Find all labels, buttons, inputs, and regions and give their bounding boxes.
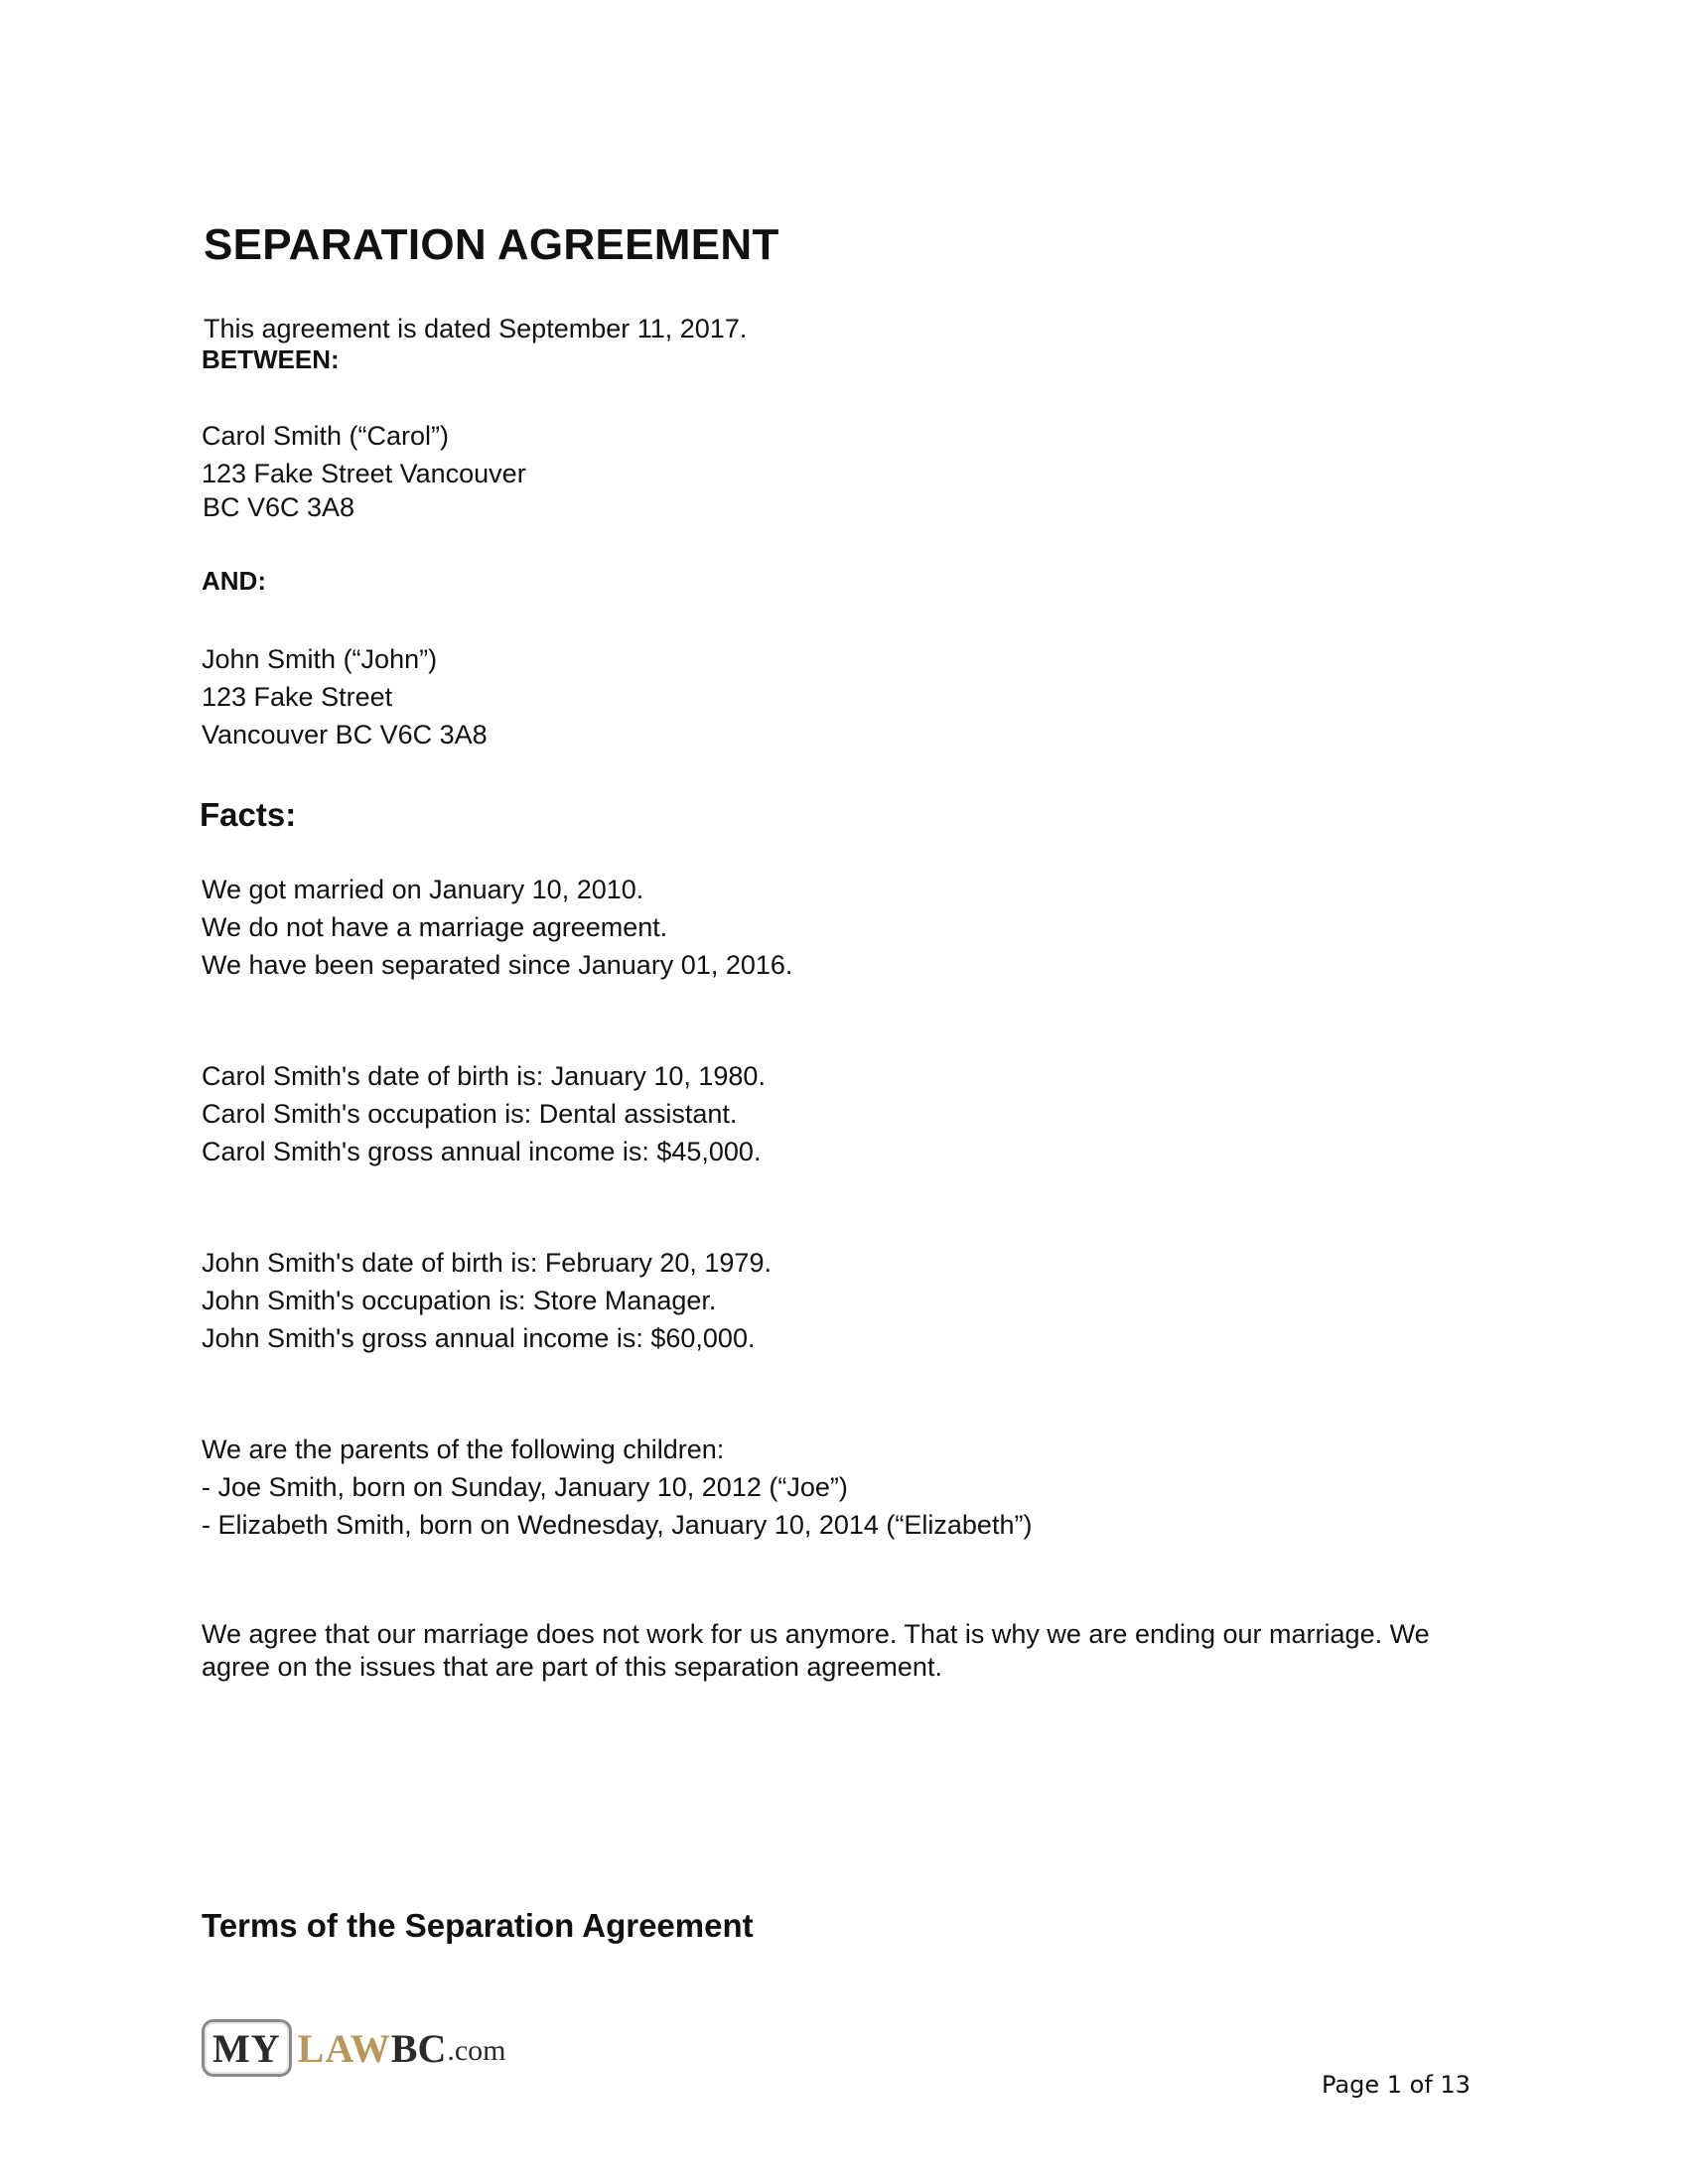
terms-heading: Terms of the Separation Agreement [202,1907,754,1944]
agreement-paragraph: We agree that our marriage does not work for us anymore. That is why we are ending our marriage. We agree on the issues that are part of this separation agreement. [202,1619,1430,1682]
children-list [202,1431,1032,1544]
carol-occupation: Carol Smith's occupation is: Dental assistant. [202,1099,738,1129]
logo-bc: BC [390,2025,447,2071]
fact-line: We got married on January 10, 2010. [202,875,644,904]
fact-line: We do not have a marriage agreement. [202,912,668,942]
party1-block [202,417,526,492]
carol-income: Carol Smith's gross annual income is: $45,000. [202,1137,762,1166]
party2-name: John Smith (“John”) [202,644,438,674]
children-intro: We are the parents of the following children: [202,1434,725,1464]
and-label: AND: [202,566,266,596]
party2-block [202,640,488,753]
party1-name: Carol Smith (“Carol”) [202,421,450,451]
party1-address-line1: 123 Fake Street Vancouver [202,459,526,488]
document-title: SEPARATION AGREEMENT [204,220,779,269]
page-number: Page 1 of 13 [1322,2071,1471,2099]
john-occupation: John Smith's occupation is: Store Manager. [202,1286,717,1315]
party2-address-line2: Vancouver BC V6C 3A8 [202,720,488,750]
child-joe: - Joe Smith, born on Sunday, January 10, 2012 (“Joe”) [202,1472,848,1502]
logo-com: .com [447,2034,506,2067]
logo-my: MY [202,2019,292,2077]
john-details [202,1244,772,1357]
john-income: John Smith's gross annual income is: $60,000. [202,1323,756,1353]
john-birth-date: John Smith's date of birth is: February 20, 1979. [202,1248,772,1278]
facts-list [202,871,792,984]
between-label: BETWEEN: [202,344,340,374]
dated-line: This agreement is dated September 11, 2017. [204,314,748,343]
carol-details [202,1057,766,1170]
fact-line: We have been separated since January 01, 2016. [202,950,793,980]
carol-birth-date: Carol Smith's date of birth is: January 10, 1980. [202,1061,766,1091]
facts-heading: Facts: [200,796,297,833]
party1-address-line2: BC V6C 3A8 [203,492,355,522]
child-elizabeth: - Elizabeth Smith, born on Wednesday, January 10, 2014 (“Elizabeth”) [202,1510,1033,1540]
mylawbc-logo [202,2019,506,2077]
party2-address-line1: 123 Fake Street [202,682,393,712]
logo-law: LAW [297,2025,391,2071]
